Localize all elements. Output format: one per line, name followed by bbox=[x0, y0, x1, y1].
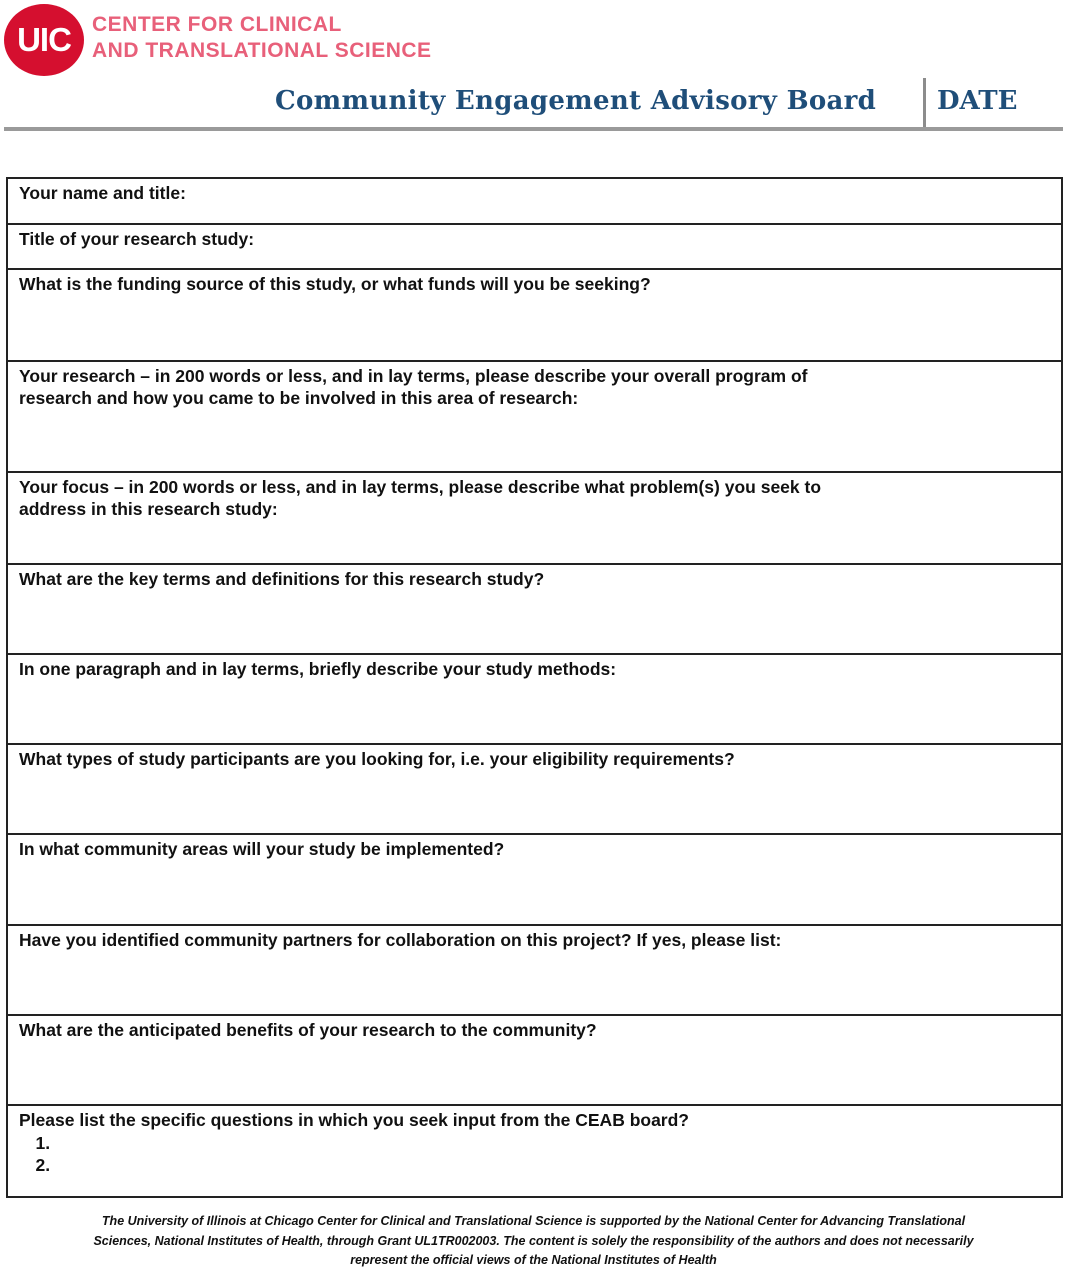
form-field-community-areas[interactable] bbox=[8, 835, 1061, 926]
question-label: What types of study participants are you looking for, i.e. your eligibility requirements? bbox=[19, 749, 735, 769]
question-label: Your name and title: bbox=[19, 183, 186, 203]
question-label: In one paragraph and in lay terms, briefly describe your study methods: bbox=[19, 659, 617, 679]
questionnaire-form bbox=[6, 177, 1063, 1198]
form-field-study-title[interactable] bbox=[8, 225, 1061, 270]
form-field-study-methods[interactable] bbox=[8, 655, 1061, 745]
form-field-key-terms[interactable] bbox=[8, 565, 1061, 655]
date-label: DATE bbox=[937, 86, 1018, 116]
question-label: Your focus – in 200 words or less, and in lay terms, please describe what problem(s) you seek to address in this research study: bbox=[19, 477, 822, 519]
form-field-community-partners[interactable] bbox=[8, 926, 1061, 1016]
logo-text: UIC bbox=[17, 21, 71, 58]
form-field-participants[interactable] bbox=[8, 745, 1061, 835]
numbered-list bbox=[19, 1132, 1051, 1176]
question-label: Title of your research study: bbox=[19, 229, 255, 249]
center-name bbox=[92, 12, 432, 64]
form-field-funding-source[interactable] bbox=[8, 270, 1061, 362]
footer-line1: The University of Illinois at Chicago Center for Clinical and Translational Science is supported by the National Center for Advancing Translational bbox=[101, 1214, 966, 1228]
uic-logo bbox=[4, 4, 84, 76]
center-name-line2: AND TRANSLATIONAL SCIENCE bbox=[92, 39, 432, 62]
header-rule bbox=[4, 127, 1063, 131]
question-label: In what community areas will your study be implemented? bbox=[19, 839, 505, 859]
form-field-research-description[interactable] bbox=[8, 362, 1061, 473]
footer-disclaimer bbox=[20, 1212, 1047, 1271]
question-label: What are the anticipated benefits of your research to the community? bbox=[19, 1020, 597, 1040]
question-label: Please list the specific questions in which you seek input from the CEAB board? bbox=[19, 1110, 689, 1130]
form-field-research-focus[interactable] bbox=[8, 473, 1061, 565]
form-field-anticipated-benefits[interactable] bbox=[8, 1016, 1061, 1106]
question-label: What are the key terms and definitions for this research study? bbox=[19, 569, 545, 589]
list-item[interactable] bbox=[55, 1132, 1051, 1154]
question-label: Have you identified community partners for collaboration on this project? If yes, please list: bbox=[19, 930, 782, 950]
document-title: Community Engagement Advisory Board bbox=[275, 86, 877, 116]
footer-line3: represent the official views of the National Institutes of Health bbox=[350, 1253, 717, 1267]
center-name-line1: CENTER FOR CLINICAL bbox=[92, 13, 342, 36]
form-field-specific-questions[interactable] bbox=[8, 1106, 1061, 1196]
title-divider bbox=[923, 78, 926, 128]
list-item[interactable] bbox=[55, 1154, 1051, 1176]
form-field-name-title[interactable] bbox=[8, 179, 1061, 225]
question-label: What is the funding source of this study, or what funds will you be seeking? bbox=[19, 274, 651, 294]
footer-line2: Sciences, National Institutes of Health, through Grant UL1TR002003. The content is solely the responsibility of the authors and does not necessarily bbox=[93, 1233, 974, 1248]
question-label: Your research – in 200 words or less, and in lay terms, please describe your overall program of research and how you came to be involved in this area of research: bbox=[19, 366, 808, 408]
